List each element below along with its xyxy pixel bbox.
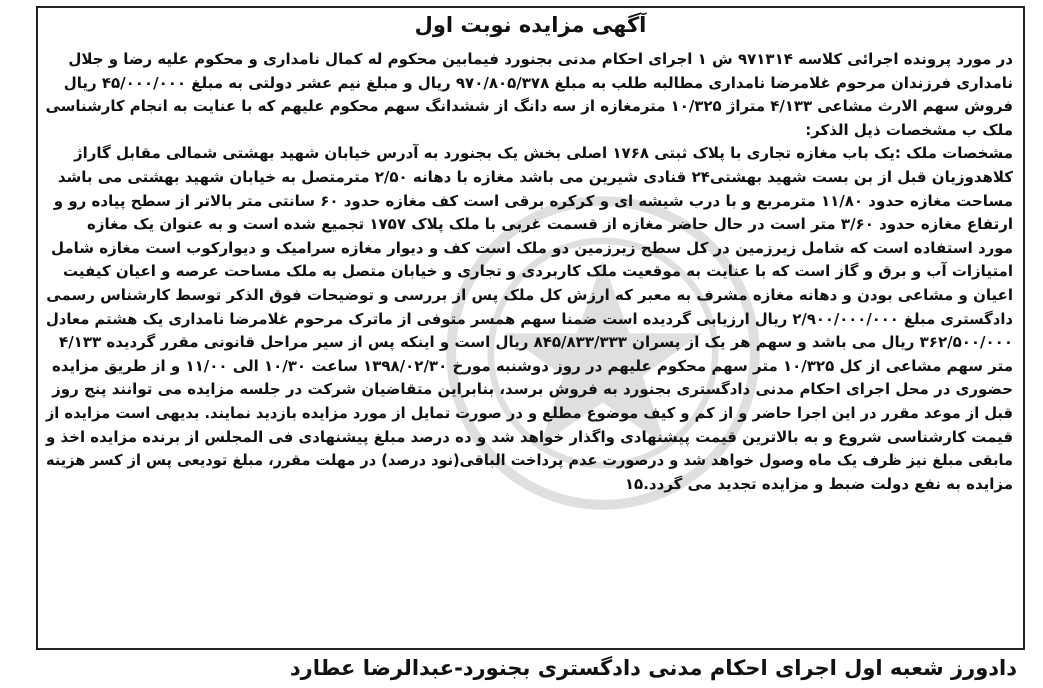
notice-line: قیمت کارشناسی شروع و به بالاترین قیمت پیشنهادی واگذار خواهد شد و ده درصد مبلغ پیشنهادی فی المجلس از برنده مزایده اخذ و — [46, 427, 1013, 446]
notice-line: قبل از موعد مقرر در این اجرا حاضر و از کم و کیف موضوع مطلع و در صورت تمایل از مورد مزایده بازدید نمایند. بدیهی است مزایده از — [45, 403, 1013, 422]
notice-title: آگهی مزایده نوبت اول — [414, 13, 647, 37]
notice-line: دادگستری مبلغ ۲/۹۰۰/۰۰۰/۰۰۰ ریال ارزیابی گردیده است ضمنا سهم همسر متوفی از ماترک مرحوم غلامرضا نامداری یک هشتم معادل — [45, 309, 1013, 328]
notice-body — [46, 48, 1013, 496]
notice-line: مزایده به نفع دولت ضبط و مزایده تجدید می گردد.۱۵ — [624, 474, 1013, 493]
notice-signature: دادورز شعبه اول اجرای احکام مدنی دادگستری بجنورد-عبدالرضا عطارد — [289, 656, 1017, 680]
notice-line: ارتفاع مغازه حدود ۳/۶۰ متر است در حال حاضر مغازه از قسمت غربی با ملک پلاک ۱۷۵۷ تجمیع شده است و به عنوان یک مغازه — [87, 215, 1013, 234]
notice-line: ۳۶۲/۵۰۰/۰۰۰ ریال می باشد و سهم هر یک از پسران ۸۴۵/۸۳۳/۳۳۳ ریال است و اینکه پس از سیر مراحل قانونی مقرر گردیده ۴/۱۳۳ — [59, 333, 1013, 352]
notice-line: مساحت مغازه حدود ۱۱/۸۰ مترمربع و با درب شیشه ای و کرکره برقی است کف مغازه حدود ۶۰ سانتی متر بالاتر از سطح پیاده رو و — [53, 191, 1013, 210]
notice-line: مورد استفاده است که شامل زیرزمین در کل سطح زیرزمین دو ملک است کف و دیوار مغازه سرامیک و دیوارکوب است مغازه شامل — [50, 238, 1013, 257]
notice-line: اعیان و مشاعی بودن و دهانه مغازه مشرف به معبر که ارزش کل ملک پس از بررسی و توضیحات فوق الذکر توسط کارشناس رسمی — [46, 285, 1013, 304]
notice-line: مابقی مبلغ نیز ظرف یک ماه وصول خواهد شد و درصورت عدم پرداخت الباقی(نود درصد) در مهلت مقرر، مبلغ تودیعی پس از کسر هزینه — [46, 451, 1014, 470]
notice-frame — [36, 6, 1025, 650]
notice-line: حضوری در محل اجرای احکام مدنی دادگستری بجنورد به فروش برسد، بنابراین متقاضیان شرکت در جلسه مزایده می توانند پنج روز — [52, 380, 1013, 399]
notice-line: مشخصات ملک :یک باب مغازه تجاری با پلاک ثبتی ۱۷۶۸ اصلی بخش یک بجنورد به آدرس خیابان شهید بهشتی شمالی مقابل گاراژ — [74, 144, 1013, 163]
notice-line: کلاهدوزیان قبل از بن بست شهید بهشتی۲۴ قنادی شیرین می باشد مغازه با دهانه ۲/۵۰ مترمتصل به خیابان شهید بهشتی می باشد — [57, 167, 1013, 186]
notice-line: متر سهم مشاعی از کل ۱۰/۳۲۵ متر سهم محکوم علیهم در روز دوشنبه مورخ ۱۳۹۸/۰۲/۳۰ ساعت ۱۰/۳۰ الی ۱۱/۰۰ و از طریق مزایده — [51, 356, 1013, 375]
notice-line: نامداری فرزندان مرحوم غلامرضا نامداری مطالبه طلب به مبلغ ۹۷۰/۸۰۵/۳۷۸ ریال و مبلغ نیم عشر دولتی به مبلغ ۴۵/۰۰۰/۰۰۰ ریال — [63, 73, 1013, 92]
notice-line: فروش سهم الارث مشاعی ۴/۱۳۳ متراژ ۱۰/۳۲۵ مترمغازه از سه دانگ از ششدانگ سهم محکوم علیهم که با عنایت به انجام کارشناسی — [45, 97, 1013, 116]
notice-line: در مورد پرونده اجرائی کلاسه ۹۷۱۳۱۴ ش ۱ اجرای احکام مدنی بجنورد فیمابین محکوم له کمال نامداری و محکوم علیه رضا و جلال — [68, 50, 1013, 68]
notice-line: امتیازات آب و برق و گاز است که با عنایت به موقعیت ملک کاربردی و تجاری و خیابان متصل به ملک مساحت عرصه و اعیان کیفیت — [63, 262, 1013, 281]
notice-line: ملک ب مشخصات ذیل الذکر: — [805, 120, 1013, 139]
